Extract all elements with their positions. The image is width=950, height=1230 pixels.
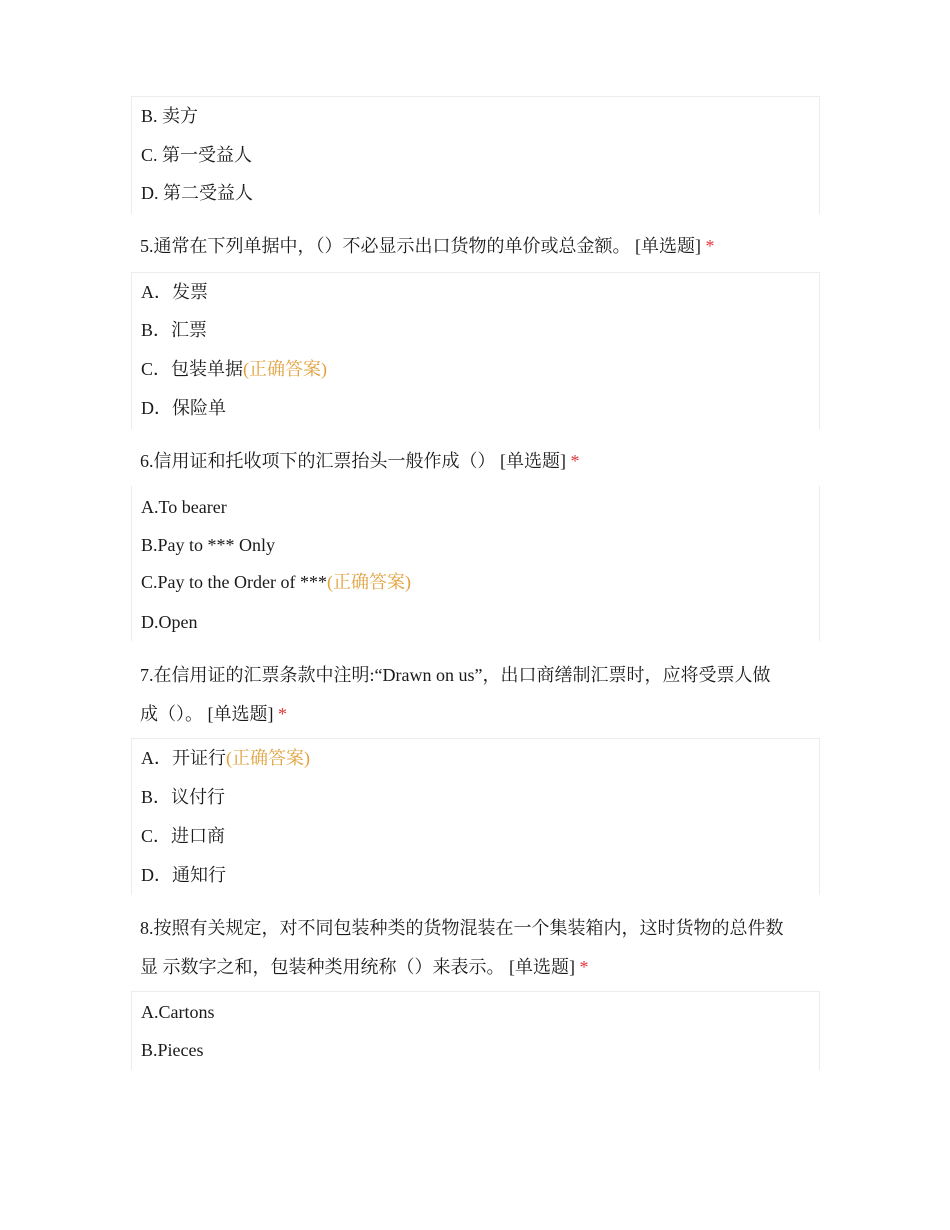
q6-correct-answer-tag: (正确答案) <box>326 572 411 592</box>
q7-option-a-label: A．开证行 <box>141 748 226 768</box>
q6-option-d[interactable]: D.Open <box>141 612 198 632</box>
q5-text: 5.通常在下列单据中，（）不必显示出口货物的单价或总金额。 [单选题] <box>140 236 701 256</box>
q7-option-a[interactable] <box>141 748 310 768</box>
q7-correct-answer-tag: (正确答案) <box>226 748 310 768</box>
q5-options-box <box>131 272 820 429</box>
q6-text: 6.信用证和托收项下的汇票抬头一般作成（） [单选题] <box>140 451 566 471</box>
q6-title <box>140 451 580 471</box>
q5-title <box>140 236 715 256</box>
q7-required-mark: * <box>278 704 287 724</box>
q7-title-line2 <box>140 704 287 724</box>
q6-option-c[interactable] <box>141 572 411 592</box>
q5-required-mark: * <box>705 236 715 256</box>
q5-option-c-label: C．包装单据 <box>141 359 244 379</box>
q8-option-a[interactable]: A.Cartons <box>141 1002 215 1022</box>
q6-option-a[interactable]: A.To bearer <box>141 497 227 517</box>
q7-option-b[interactable]: B．议付行 <box>141 787 226 807</box>
q8-options-box <box>131 991 820 1070</box>
q6-options-box <box>131 486 820 641</box>
q8-option-b[interactable]: B.Pieces <box>141 1040 204 1060</box>
q6-required-mark: * <box>570 451 580 471</box>
q5-option-a[interactable]: A．发票 <box>141 282 208 302</box>
q6-option-b[interactable]: B.Pay to *** Only <box>141 535 276 555</box>
q7-options-box <box>131 738 820 895</box>
q4-options-box <box>131 96 820 214</box>
q8-text-line2: 显 示数字之和，包装种类用统称（）来表示。 [单选题] <box>140 957 575 977</box>
q4-option-c[interactable]: C. 第一受益人 <box>141 145 253 165</box>
q7-option-c[interactable]: C．进口商 <box>141 826 226 846</box>
q4-option-b[interactable]: B. 卖方 <box>141 106 199 126</box>
q7-title-line1: 7.在信用证的汇票条款中注明:“Drawn on us”，出口商缮制汇票时，应将受票人做 <box>140 665 771 685</box>
q5-option-b[interactable]: B．汇票 <box>141 320 208 340</box>
q7-text-line2: 成（）。 [单选题] <box>140 704 274 724</box>
q8-required-mark: * <box>579 957 589 977</box>
q8-title-line1: 8.按照有关规定，对不同包装种类的货物混装在一个集装箱内，这时货物的总件数 <box>140 918 784 938</box>
q8-title-line2 <box>140 957 589 977</box>
q5-option-d[interactable]: D．保险单 <box>141 398 226 418</box>
q6-option-c-label: C.Pay to the Order of *** <box>141 572 327 592</box>
q5-correct-answer-tag: (正确答案) <box>243 359 328 379</box>
q5-option-c[interactable] <box>141 359 327 379</box>
q7-option-d[interactable]: D．通知行 <box>141 865 226 885</box>
q4-option-d[interactable]: D. 第二受益人 <box>141 183 253 203</box>
